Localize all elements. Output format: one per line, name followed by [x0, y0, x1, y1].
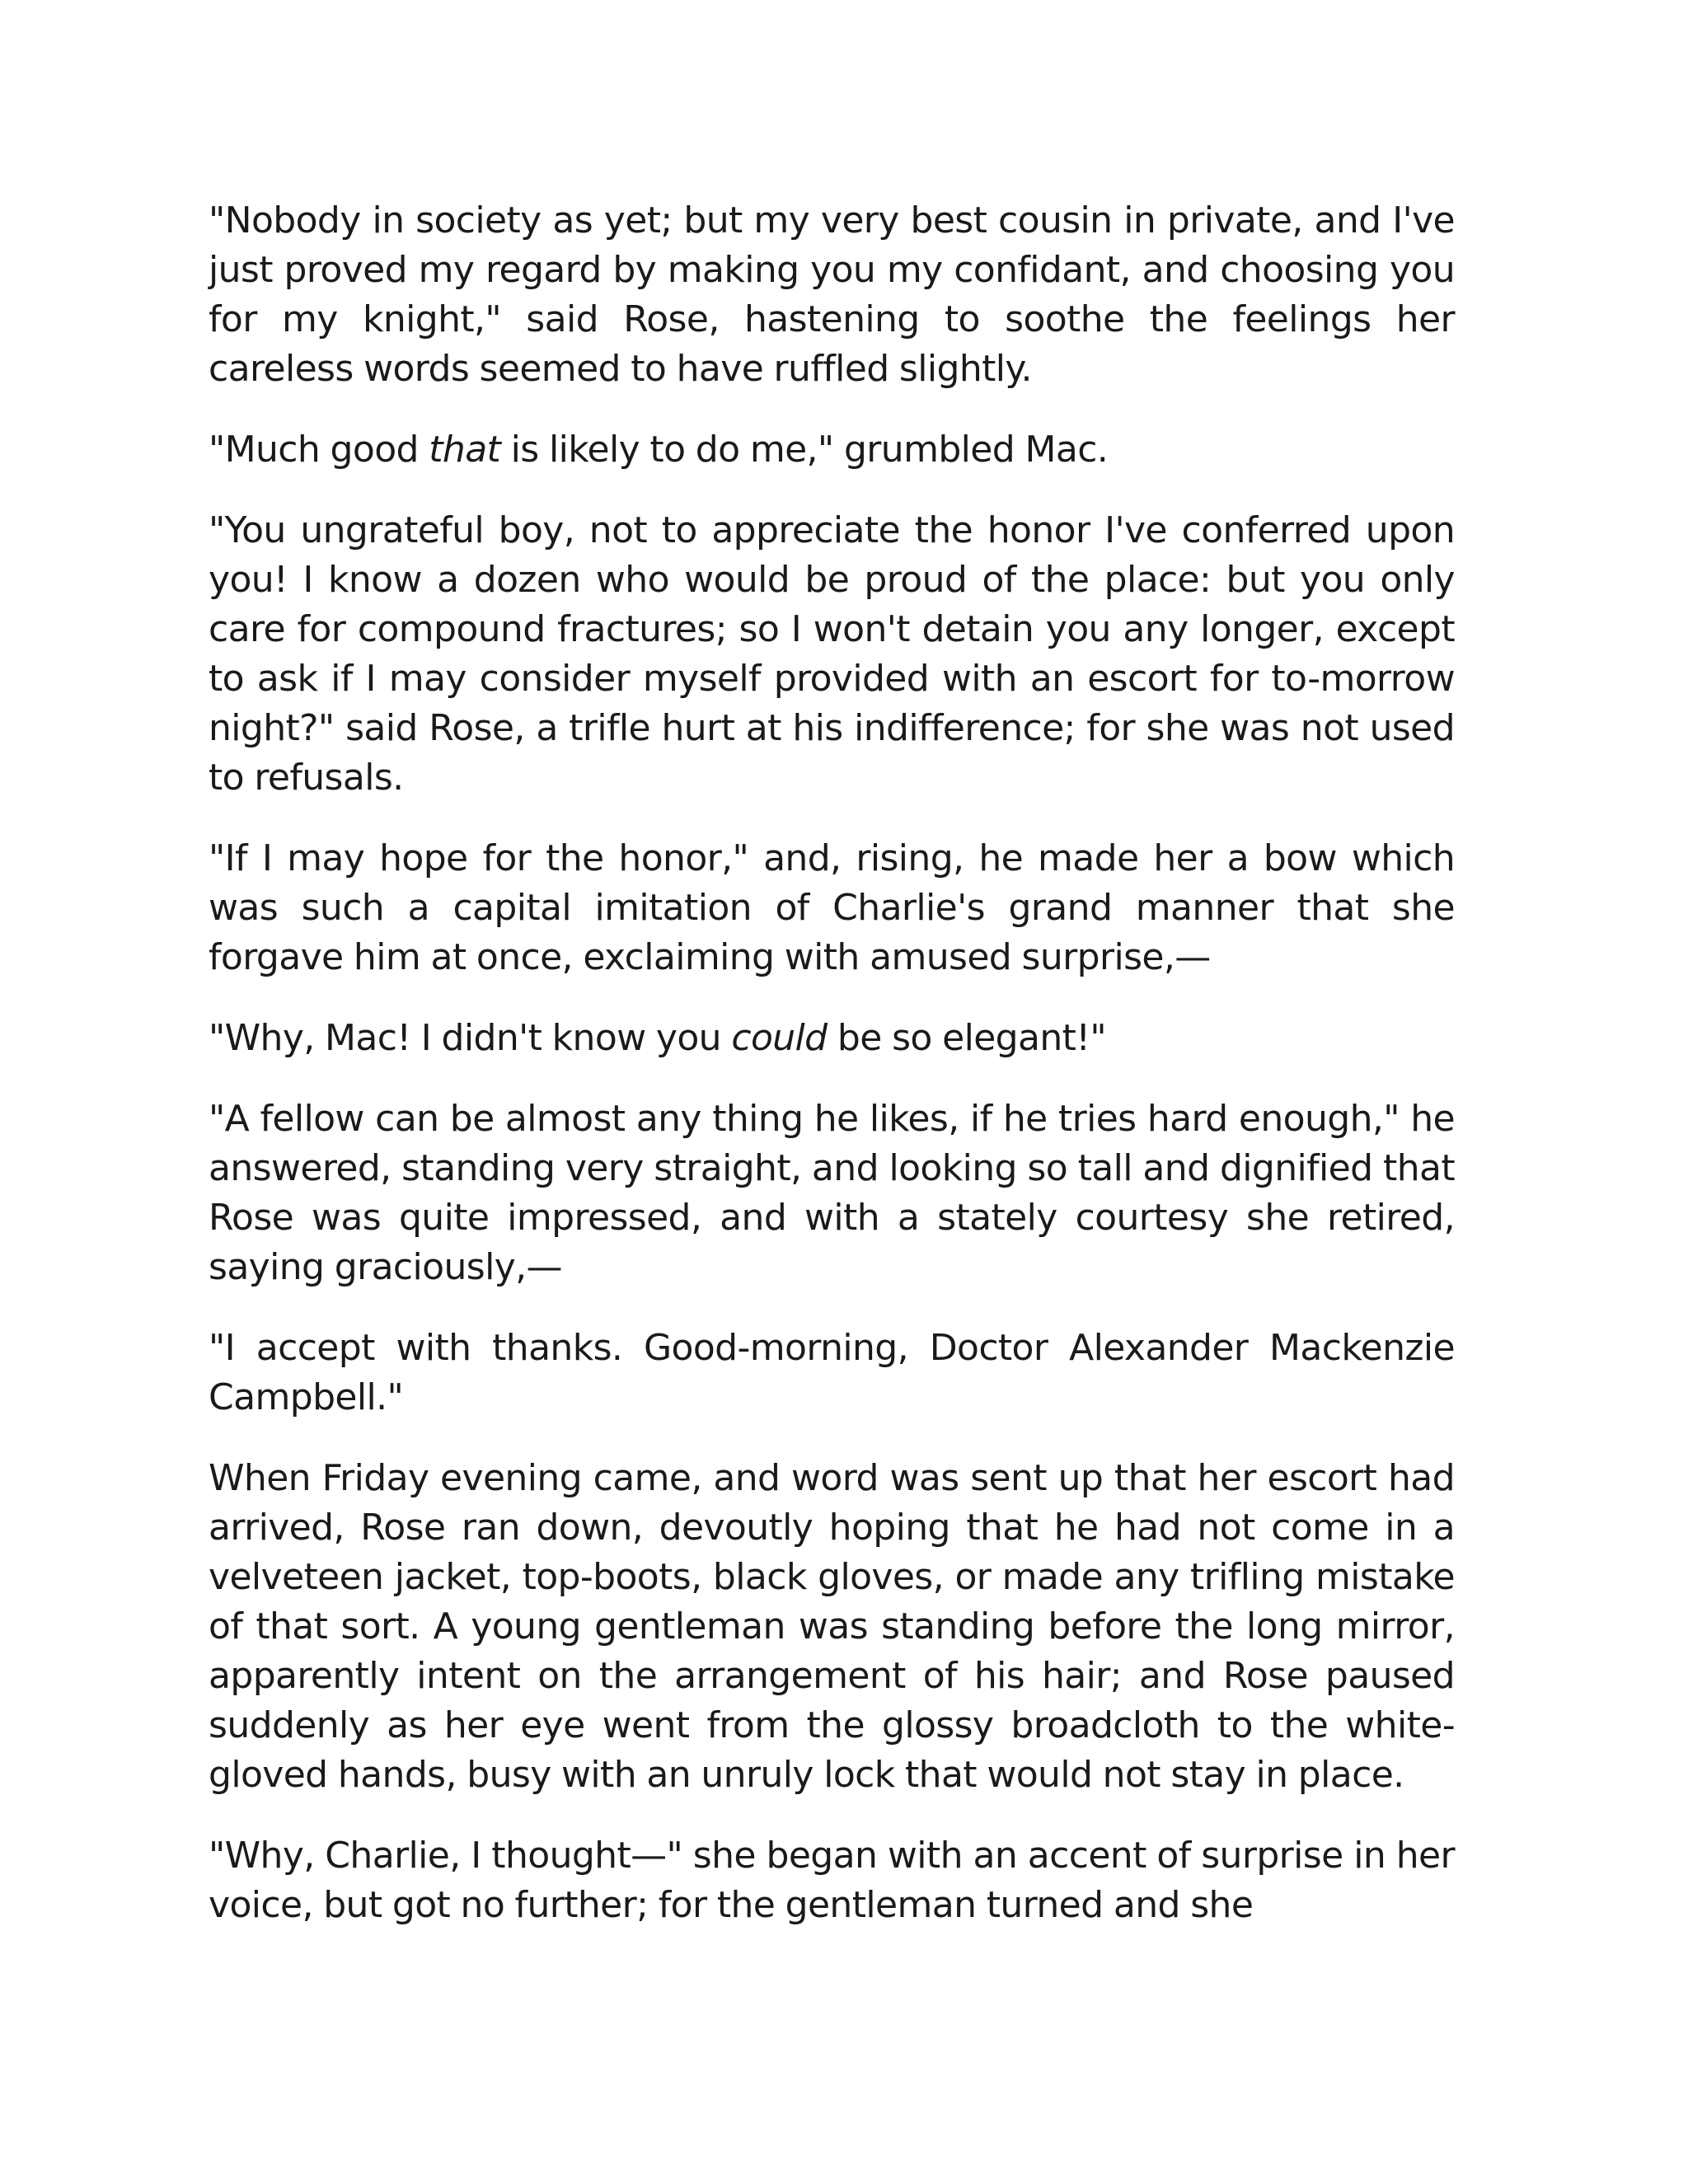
paragraph-text: "A fellow can be almost any thing he likes, if he tries hard enough," he answered, standing very straight, and looking so tall and dignified that Rose was quite impressed, and with a stately courtesy she retired, saying graciously,— [209, 1098, 1455, 1288]
paragraph-text: "Why, Mac! I didn't know you [209, 1017, 732, 1059]
paragraph-text: "I accept with thanks. Good-morning, Doctor Alexander Mackenzie Campbell." [209, 1327, 1455, 1418]
paragraph-text: "If I may hope for the honor," and, rising, he made her a bow which was such a capital imitation of Charlie's grand manner that she forgave him at once, exclaiming with amused surprise,— [209, 837, 1455, 978]
paragraph-text: When Friday evening came, and word was sent up that her escort had arrived, Rose ran down, devoutly hoping that he had not come in a velveteen jacket, top-boots, black gloves, or made any trifling mistake of that sort. A young gentleman was standing before the long mirror, apparently intent on the arrangement of his hair; and Rose paused suddenly as her eye went from the glossy broadcloth to the white-gloved hands, busy with an unruly lock that would not stay in place. [209, 1457, 1455, 1796]
paragraph-1 [209, 196, 1455, 394]
paragraph-5 [209, 1014, 1455, 1063]
paragraph-7 [209, 1324, 1455, 1422]
paragraph-text: "Why, Charlie, I thought—" she began with an accent of surprise in her voice, but got no further; for the gentleman turned and she [209, 1835, 1455, 1926]
paragraph-6 [209, 1094, 1455, 1292]
paragraph-text: "Nobody in society as yet; but my very best cousin in private, and I've just proved my regard by making you my confidant, and choosing you for my knight," said Rose, hastening to soothe the feelings her careless words seemed to have ruffled slightly. [209, 199, 1455, 390]
emphasis-text: could [731, 1017, 828, 1059]
emphasis-text: that [429, 429, 501, 471]
paragraph-9 [209, 1831, 1455, 1930]
paragraph-3 [209, 506, 1455, 803]
paragraph-text: is likely to do me," grumbled Mac. [500, 429, 1109, 471]
paragraph-2 [209, 425, 1455, 475]
paragraph-text: be so elegant!" [827, 1017, 1106, 1059]
paragraph-text: "Much good [209, 429, 429, 471]
paragraph-4 [209, 834, 1455, 982]
paragraph-text: "You ungrateful boy, not to appreciate the honor I've conferred upon you! I know a dozen who would be proud of the place: but you only care for compound fractures; so I won't detain you any longer, except to ask if I may consider myself provided with an escort for to-morrow night?" said Rose, a trifle hurt at his indifference; for she was not used to refusals. [209, 509, 1455, 799]
paragraph-8 [209, 1454, 1455, 1800]
page-text [209, 196, 1455, 1961]
